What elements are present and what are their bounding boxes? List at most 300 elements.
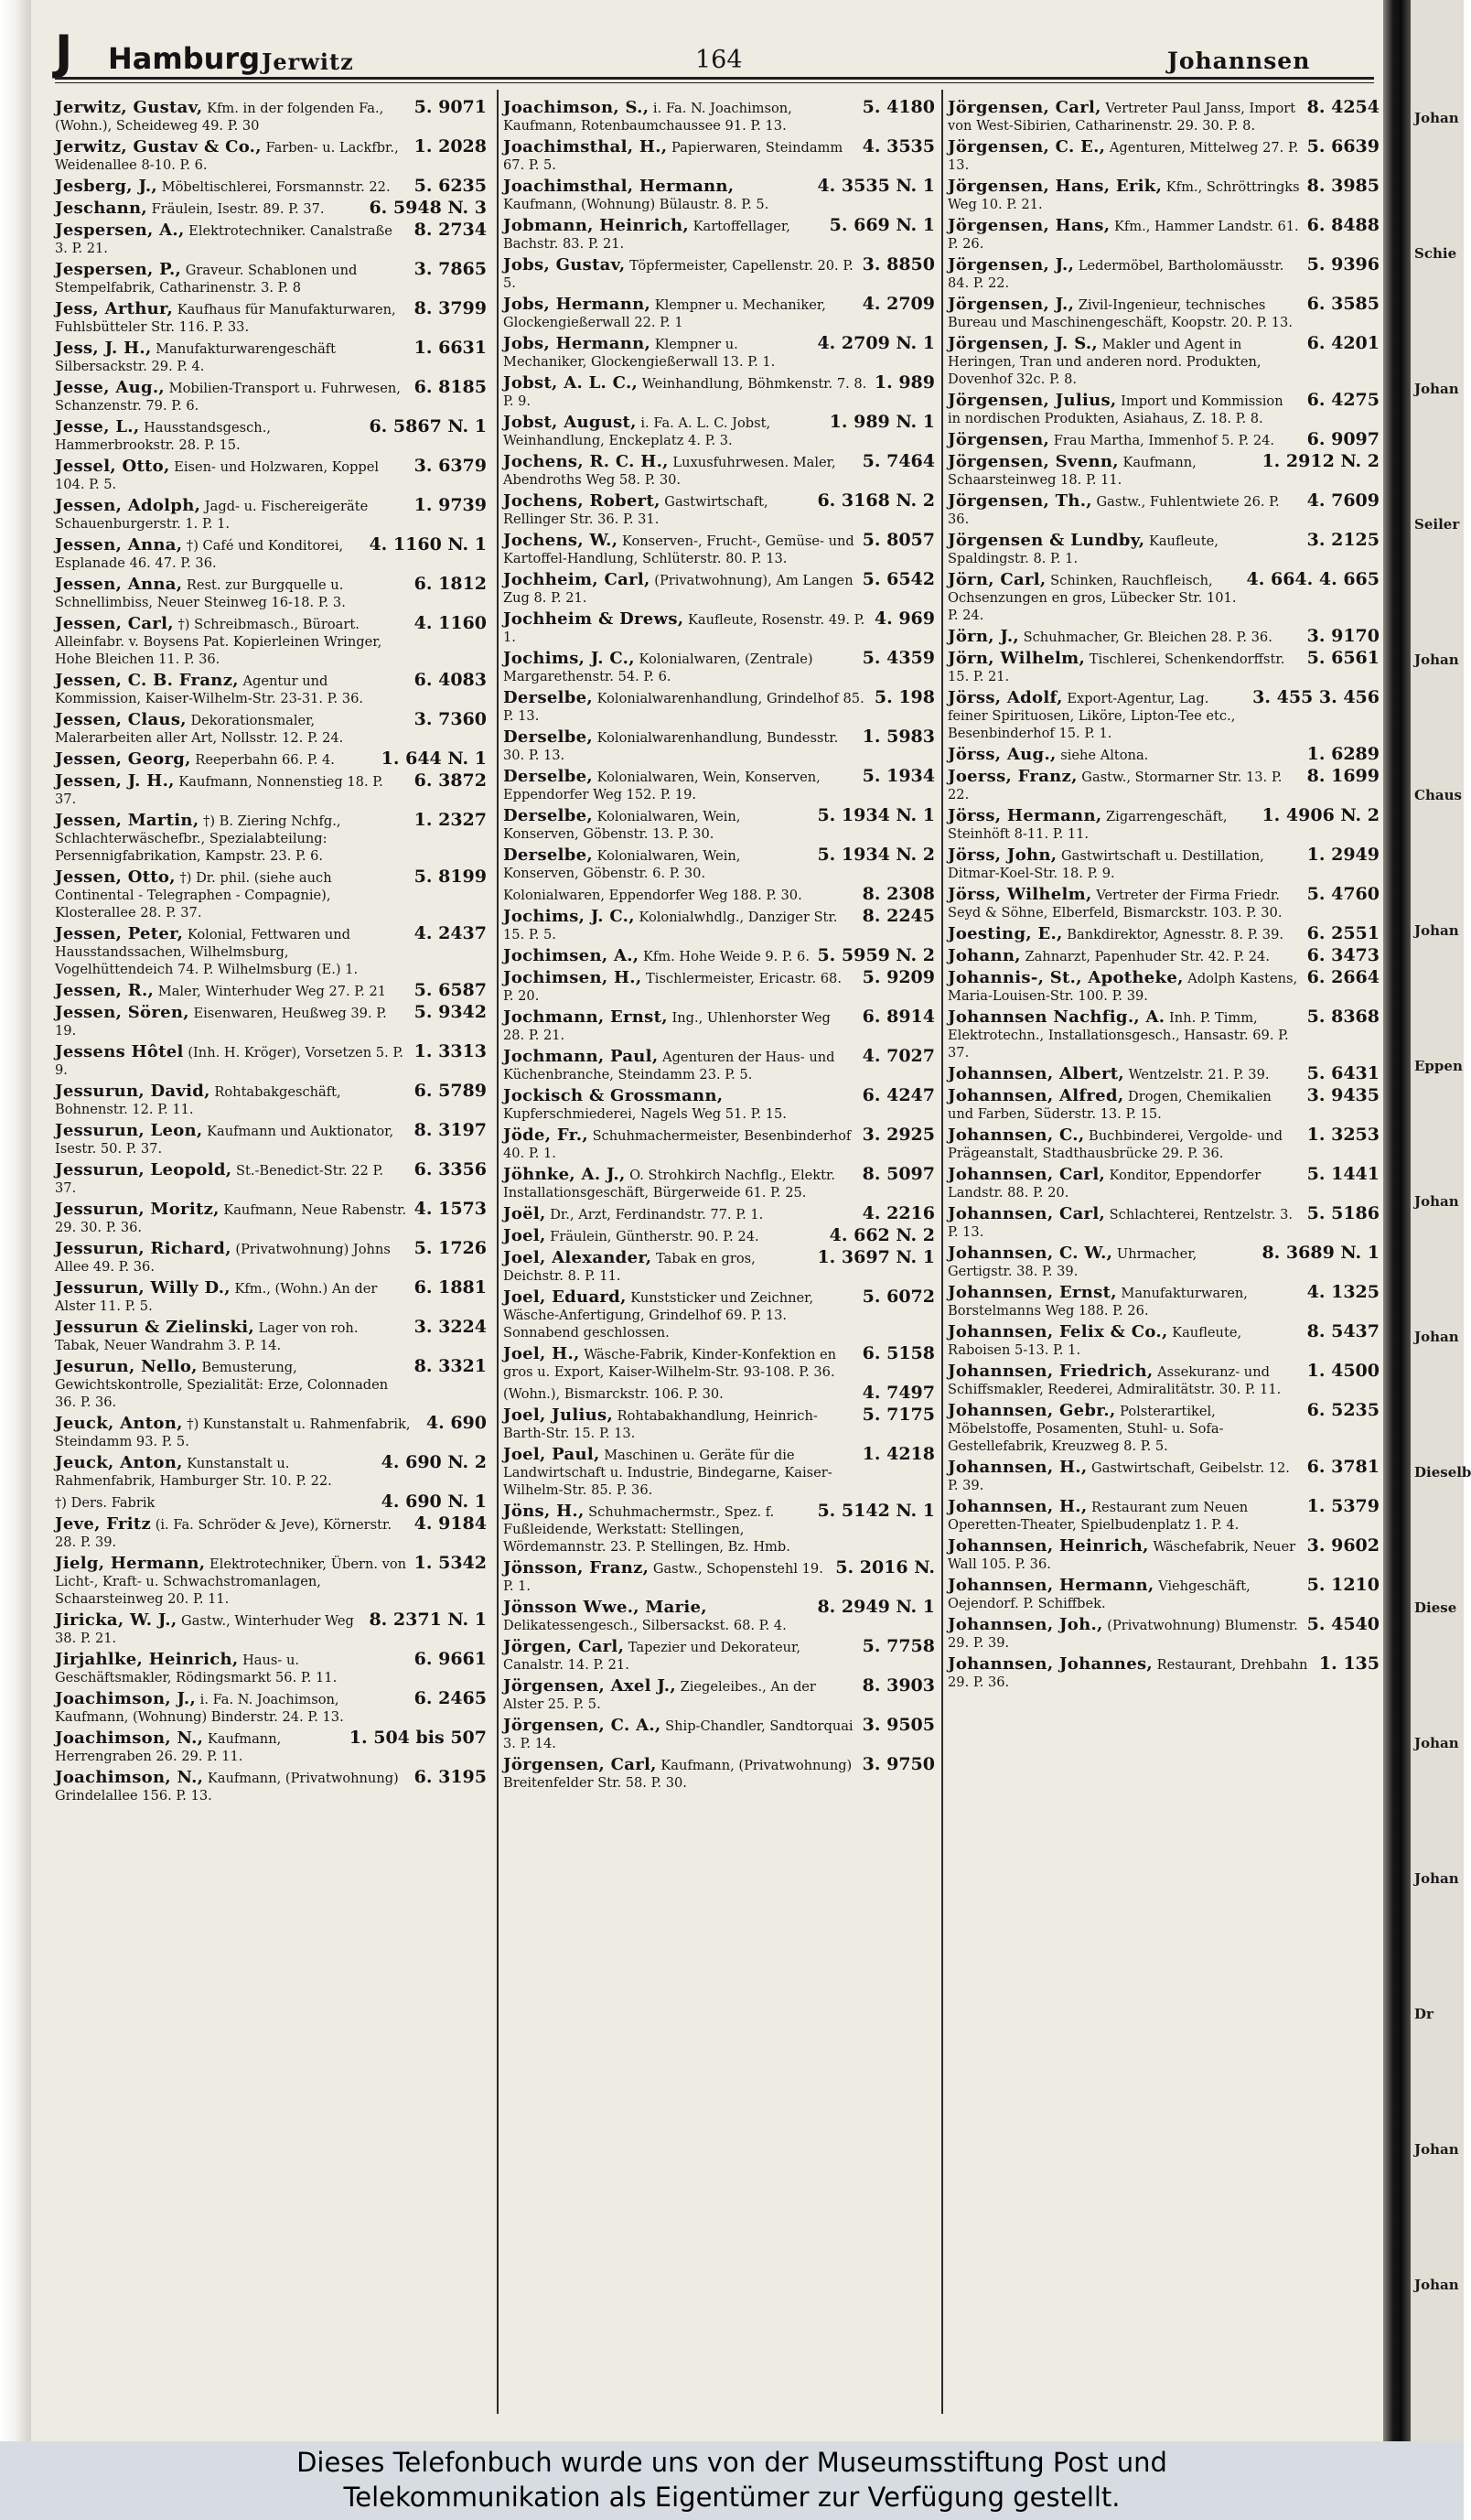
entry-phone-number: 3. 2125	[1306, 530, 1380, 550]
entry-description: Manufakturwarengeschäft	[156, 341, 337, 357]
directory-entry	[503, 908, 935, 943]
entry-text	[503, 1406, 855, 1442]
entry-phone-number: 6. 8488	[1306, 215, 1380, 235]
entry-name: Derselbe,	[503, 845, 593, 865]
entry-phone-number: 5. 9209	[862, 967, 935, 987]
entry-line	[503, 689, 935, 725]
directory-entry	[948, 453, 1380, 489]
entry-text	[948, 296, 1300, 331]
entry-phone-number: 6. 4083	[413, 670, 487, 690]
entry-phone-number: 1. 504 bis 507	[349, 1728, 487, 1748]
entry-name: Johannsen, Heinrich,	[948, 1536, 1149, 1556]
entry-text	[55, 221, 407, 257]
entry-name: Jörgensen, Carl,	[503, 1755, 657, 1774]
entry-name: Jeschann,	[55, 199, 147, 218]
entry-description: Tapezier und Dekorateur, Canalstr. 14. P. 21.	[503, 1640, 801, 1673]
directory-entry	[55, 1555, 487, 1608]
directory-entry	[948, 969, 1380, 1005]
entry-line	[503, 1717, 935, 1752]
entry-line	[503, 1599, 935, 1634]
entry-phone-number: 6. 3872	[413, 770, 487, 791]
entry-text	[503, 1717, 855, 1752]
entry-description: Ziegeleibes., An der Alster 25. P. 5.	[503, 1679, 816, 1712]
entry-text	[948, 1577, 1300, 1612]
entry-name: Derselbe,	[503, 688, 593, 707]
directory-entry	[503, 947, 935, 965]
entry-name: Jörgensen, Julius,	[948, 391, 1117, 410]
directory-entry	[55, 536, 487, 572]
directory-entry	[948, 1126, 1380, 1162]
entry-address: Wringer, Hohe Bleichen 11. P. 36.	[55, 634, 382, 667]
entry-description: Rest. zur Burgquelle u. Schnellimbiss, Neuer Steinweg 16-18. P. 3.	[55, 577, 346, 610]
directory-entry	[503, 1599, 935, 1634]
entry-text	[55, 1611, 361, 1647]
entry-phone-number: 5. 4359	[862, 648, 935, 668]
entry-text	[55, 1240, 407, 1276]
directory-entry	[948, 1616, 1380, 1652]
entry-text	[948, 969, 1300, 1005]
entry-text	[948, 925, 1283, 943]
entry-phone-number: 5. 1210	[1306, 1575, 1380, 1595]
entry-line	[55, 615, 487, 668]
entry-line	[948, 571, 1380, 624]
entry-line	[55, 1729, 487, 1765]
directory-entry	[948, 1087, 1380, 1123]
entry-line	[503, 969, 935, 1005]
entry-description: Viehgeschäft, Oejendorf. P. Schiffbek.	[948, 1578, 1251, 1611]
entry-phone-number: 8. 5097	[862, 1164, 935, 1184]
entry-description: Jagd- u. Fischereigeräte	[204, 499, 369, 514]
entry-phone-number: 4. 1160 N. 1	[369, 534, 487, 555]
entry-phone-number: 5. 5186	[1306, 1203, 1380, 1223]
entry-description: Kolonialwarenhandlung, Bundesstr. 30. P. 13.	[503, 730, 839, 763]
entry-name: Jörgensen, Hans,	[948, 216, 1111, 235]
entry-description: †) Ders. Fabrik	[55, 1495, 156, 1511]
entry-name: Jörgen, Carl,	[503, 1637, 625, 1656]
entry-line	[503, 846, 935, 882]
entry-text	[55, 99, 407, 135]
range-start-word: Jerwitz	[262, 48, 354, 75]
entry-name: Jobst, August,	[503, 413, 637, 432]
entry-name: Jörgensen, Svenn,	[948, 452, 1119, 471]
entry-line	[948, 138, 1380, 174]
directory-entry	[503, 1559, 935, 1595]
entry-text	[503, 374, 867, 410]
entry-description: Luxusfuhrwesen. Maler, Abendroths Weg 58. P. 30.	[503, 455, 836, 488]
next-page-fragment: Chaus	[1414, 787, 1462, 803]
entry-name: Jochens, W.,	[503, 531, 618, 550]
entry-text	[948, 947, 1270, 965]
next-page-edge	[1411, 0, 1471, 2441]
entry-line	[55, 1240, 487, 1276]
entry-description: Kaufmann, Schaarsteinweg 18. P. 11.	[948, 455, 1197, 488]
entry-phone-number: 3. 9170	[1306, 626, 1380, 646]
entry-line	[503, 1227, 935, 1245]
directory-entry	[948, 217, 1380, 253]
entry-name: Jessen, Anna,	[55, 535, 183, 555]
directory-entry	[55, 750, 487, 769]
next-page-fragment: Johan	[1414, 381, 1459, 397]
entry-text	[55, 1319, 407, 1354]
entry-text	[55, 1555, 407, 1608]
entry-description: Kolonial, Fettwaren und Hausstandssachen, Wilhelmsburg, Vogelhüttendeich 74. P. Wilhelmsburg (E.) 1.	[55, 927, 359, 977]
entry-name: Jörgensen, J.,	[948, 295, 1075, 314]
entry-text	[503, 414, 822, 449]
entry-description: Export-Agentur, Lag. feiner Spirituosen, Liköre, Lipton-Tee etc., Besenbinderhof 15. P. 1.	[948, 691, 1236, 741]
entry-name: Jörss, Hermann,	[948, 806, 1102, 825]
entry-line	[503, 908, 935, 943]
entry-address: Fa., (Wohn.), Scheideweg 49. P. 30	[55, 101, 384, 134]
entry-name: Jockisch & Grossmann,	[503, 1086, 724, 1105]
directory-entry	[55, 99, 487, 135]
entry-line	[948, 1166, 1380, 1201]
directory-entry	[948, 99, 1380, 135]
entry-name: Jessurun, David,	[55, 1082, 210, 1101]
entry-phone-number: 3. 9602	[1306, 1535, 1380, 1556]
entry-line	[55, 868, 487, 921]
entry-text	[503, 1384, 724, 1403]
entry-description: Makler und Agent in Heringen, Tran und anderen nord. Produkten, Dovenhof 32c. P. 8.	[948, 337, 1262, 387]
directory-entry	[55, 576, 487, 611]
entry-line	[55, 178, 487, 196]
directory-entry	[503, 1502, 935, 1556]
entry-name: Jessen, J. H.,	[55, 771, 175, 791]
entry-phone-number: 8. 3799	[413, 298, 487, 318]
entry-name: Jörgensen, C. E.,	[948, 137, 1106, 156]
entry-text	[948, 335, 1300, 388]
directory-entry	[948, 392, 1380, 427]
directory-entry	[503, 335, 935, 371]
entry-line	[948, 1065, 1380, 1083]
entry-phone-number: 6. 8914	[862, 1007, 935, 1027]
directory-entry	[948, 1244, 1380, 1280]
entry-line	[503, 414, 935, 449]
entry-line	[948, 296, 1380, 331]
entry-name: Johannsen, Felix & Co.,	[948, 1322, 1168, 1341]
directory-entry	[948, 1008, 1380, 1061]
entry-description: Ledermöbel, Bartholomäusstr. 84. P. 22.	[948, 258, 1284, 291]
entry-text	[55, 750, 335, 769]
entry-name: Jörgensen, J.,	[948, 255, 1075, 275]
entry-description: Tabak en gros, Deichstr. 8. P. 11.	[503, 1251, 756, 1284]
entry-phone-number: 4. 664. 4. 665	[1246, 569, 1380, 589]
entry-name: Joesting, E.,	[948, 924, 1063, 943]
entry-description: Import und Kommission in nordischen Produkten, Asiahaus, Z. 18. P. 8.	[948, 393, 1283, 426]
entry-line	[948, 99, 1380, 135]
directory-entry	[503, 217, 935, 253]
entry-description: Kaufleute, Raboisen 5-13. P. 1.	[948, 1325, 1242, 1358]
entry-text	[55, 925, 407, 978]
entry-name: Jobmann, Heinrich,	[503, 216, 689, 235]
entry-phone-number: 5. 8199	[413, 867, 487, 887]
entry-description: Buchbinderei, Vergolde- und Prägeanstalt, Stadthausbrücke 29. P. 36.	[948, 1128, 1283, 1161]
entry-description: Assekuranz- und Schiffsmakler, Reederei, Admiralitätstr. 30. P. 11.	[948, 1364, 1282, 1397]
entry-text	[948, 178, 1300, 213]
directory-entry	[948, 256, 1380, 292]
directory-entry	[503, 1756, 935, 1792]
entry-phone-number: 5. 7175	[862, 1405, 935, 1425]
directory-entry	[55, 1122, 487, 1158]
directory-entry	[503, 414, 935, 449]
entry-name: Jörn, Wilhelm,	[948, 649, 1086, 668]
next-page-fragment: Johan	[1414, 110, 1459, 126]
entry-name: Jirjahlke, Heinrich,	[55, 1650, 239, 1669]
directory-entry	[503, 296, 935, 331]
entry-phone-number: 6. 2465	[413, 1688, 487, 1708]
entry-name: Jörgensen, Hans, Erik,	[948, 177, 1163, 196]
entry-line	[948, 768, 1380, 803]
entry-name: Jess, J. H.,	[55, 339, 152, 358]
entry-text	[948, 1537, 1300, 1573]
entry-text	[55, 1690, 407, 1726]
entry-line	[55, 982, 487, 1000]
entry-description: Kaufmann, (Wohnung) Bülaustr. 8. P. 5.	[503, 197, 769, 212]
entry-line	[503, 453, 935, 489]
entry-name: Jörss, Wilhelm,	[948, 885, 1092, 904]
entry-line	[503, 1126, 935, 1162]
entry-line	[503, 610, 935, 646]
entry-text	[503, 908, 855, 943]
entry-line	[55, 379, 487, 415]
entry-phone-number: 5. 4760	[1306, 884, 1380, 904]
entry-text	[503, 1048, 855, 1083]
entry-text	[503, 335, 810, 371]
directory-entry	[503, 1008, 935, 1044]
directory-entry	[503, 138, 935, 174]
directory-entry	[503, 1677, 935, 1713]
entry-description: Kaufleute, Spaldingstr. 8. P. 1.	[948, 533, 1219, 566]
directory-entry	[55, 178, 487, 196]
header-rule	[55, 77, 1374, 80]
entry-text	[55, 178, 391, 196]
entry-line	[503, 532, 935, 567]
next-page-fragment: Schie	[1414, 245, 1457, 262]
entry-line	[55, 1415, 487, 1450]
entry-text	[55, 536, 361, 572]
header-rule-thin	[55, 82, 1374, 83]
entry-name: Jochens, R. C. H.,	[503, 452, 669, 471]
entry-text	[55, 711, 407, 747]
entry-text	[503, 1126, 855, 1162]
entry-description: Weinhandlung, Böhmkenstr. 7. 8. P. 9.	[503, 376, 867, 409]
entry-text	[55, 300, 407, 336]
entry-phone-number: 4. 2709 N. 1	[817, 333, 935, 353]
entry-name: Derselbe,	[503, 727, 593, 747]
entry-text	[503, 947, 810, 965]
entry-description: Kaufmann, Herrengraben 26. 29. P. 11.	[55, 1731, 282, 1764]
entry-phone-number: 5. 9342	[413, 1002, 487, 1022]
entry-description: Kaufmann und Auktionator, Isestr. 50. P. 37.	[55, 1124, 394, 1157]
entry-phone-number: 8. 2245	[862, 906, 935, 926]
entry-description: Kfm., Hammer Landstr. 61. P. 26.	[948, 219, 1299, 252]
entry-line	[503, 650, 935, 685]
next-page-fragment: Dieselb	[1414, 1464, 1471, 1481]
entry-name: Derselbe,	[503, 767, 593, 786]
entry-text	[948, 886, 1300, 921]
entry-line	[55, 458, 487, 493]
entry-line	[503, 256, 935, 292]
entry-name: Jobst, A. L. C.,	[503, 373, 639, 393]
entry-description: Zahnarzt, Papenhuder Str. 42. P. 24.	[1025, 949, 1270, 964]
entry-description: Schlachterei, Rentzelstr. 3. P. 13.	[948, 1207, 1294, 1240]
entry-name: Jörgensen, Th.,	[948, 491, 1092, 511]
entry-description: Kaufmann, (Privatwohnung) Grindelallee 156. P. 13.	[55, 1771, 399, 1804]
entry-name: Jiricka, W. J.,	[55, 1610, 177, 1630]
entry-line	[948, 1284, 1380, 1319]
directory-entry	[948, 138, 1380, 174]
entry-line	[55, 1611, 487, 1647]
entry-description: i. Fa. A. L. C. Jobst, Weinhandlung, Enckeplatz 4. P. 3.	[503, 415, 771, 448]
entry-name: Joel, Julius,	[503, 1405, 614, 1425]
entry-phone-number: 5. 1441	[1306, 1164, 1380, 1184]
entry-name: Jörgensen, C. A.,	[503, 1716, 661, 1735]
directory-entry	[503, 256, 935, 292]
entry-phone-number: 5. 7758	[862, 1636, 935, 1656]
entry-text	[503, 1288, 855, 1341]
entry-phone-number: 5. 1934 N. 1	[817, 805, 935, 825]
entry-phone-number: 5. 198	[874, 687, 935, 707]
entry-description: Kolonialwaren, Wein, Konserven, Eppendorfer Weg 152. P. 19.	[503, 770, 821, 802]
entry-phone-number: 5. 9396	[1306, 254, 1380, 275]
entry-description: Gastwirtschaft, Rellinger Str. 36. P. 31.	[503, 494, 768, 527]
entry-description: Restaurant zum Neuen Operetten-Theater, Spielbudenplatz 1. P. 4.	[948, 1500, 1249, 1533]
entry-text	[503, 532, 855, 567]
entry-line	[503, 217, 935, 253]
entry-description: Agenturen der Haus- und Küchenbranche, Steindamm 23. P. 5.	[503, 1050, 835, 1082]
directory-entry	[503, 453, 935, 489]
entry-text	[503, 1008, 855, 1044]
entry-description: Kaufmann, Nonnenstieg 18. P. 37.	[55, 774, 383, 807]
entry-description: Schuhmachermeister, Besenbinderhof 40. P. 1.	[503, 1128, 852, 1161]
entry-name: Jörgensen, Carl,	[948, 98, 1101, 117]
entry-phone-number: 5. 6542	[862, 569, 935, 589]
directory-entry	[503, 1345, 935, 1381]
entry-name: Jeuck, Anton,	[55, 1453, 183, 1472]
entry-text	[948, 1284, 1300, 1319]
directory-entry	[948, 1459, 1380, 1494]
entry-line	[55, 99, 487, 135]
entry-phone-number: 5. 6639	[1306, 136, 1380, 156]
entry-name: Jeve, Fritz	[55, 1514, 152, 1534]
directory-entry	[503, 1166, 935, 1201]
entry-description: Dr., Arzt, Ferdinandstr. 77. P. 1.	[550, 1207, 764, 1222]
entry-description: Bemusterung, Gewichtskontrolle, Spezialität: Erze, Colonnaden 36. P. 36.	[55, 1360, 389, 1410]
entry-name: Jessen, Adolph,	[55, 496, 201, 515]
entry-phone-number: 4. 662 N. 2	[829, 1225, 935, 1245]
directory-entry	[503, 532, 935, 567]
entry-text	[948, 492, 1300, 528]
directory-entry	[503, 1087, 935, 1123]
entry-line	[503, 1288, 935, 1341]
entry-description: Kolonialwaren, Wein, Konserven, Göbenstr. 6. P. 30.	[503, 848, 741, 881]
entry-description: Töpfermeister, Capellenstr. 20. P. 5.	[503, 258, 854, 291]
entry-name: Jesse, Aug.,	[55, 378, 165, 397]
directory-entry	[55, 868, 487, 921]
entry-line	[55, 1769, 487, 1804]
entry-text	[55, 379, 407, 415]
listing-column-3	[948, 99, 1380, 2423]
entry-name: Jessen, R.,	[55, 981, 155, 1000]
entry-phone-number: 1. 5983	[862, 727, 935, 747]
entry-line	[948, 178, 1380, 213]
entry-phone-number: 6. 5158	[862, 1343, 935, 1363]
entry-name: Jochheim, Carl,	[503, 570, 650, 589]
entry-phone-number: 4. 9184	[413, 1513, 487, 1534]
entry-name: Joel, Alexander,	[503, 1248, 652, 1267]
entry-phone-number: 6. 1881	[413, 1277, 487, 1298]
entry-line	[948, 335, 1380, 388]
listing-column-1	[55, 99, 487, 2423]
entry-line	[503, 1205, 935, 1223]
entry-line	[948, 1008, 1380, 1061]
footer-text-line-2: Telekommunikation als Eigentümer zur Verfügung gestellt.	[343, 2482, 1121, 2513]
entry-name: Jessen, Georg,	[55, 749, 191, 769]
directory-entry	[55, 1201, 487, 1236]
entry-name: Joel, Paul,	[503, 1445, 600, 1464]
entry-phone-number: 6. 3195	[413, 1767, 487, 1787]
next-page-fragment: Johan	[1414, 2141, 1459, 2158]
entry-description: Uhrmacher, Gertigstr. 38. P. 39.	[948, 1246, 1197, 1279]
entry-phone-number: 3. 6379	[413, 456, 487, 476]
entry-description: Tischlerei, Schenkendorffstr. 15. P. 21.	[948, 652, 1285, 684]
entry-text	[948, 1205, 1300, 1241]
directory-entry	[503, 1048, 935, 1083]
entry-phone-number: 5. 4540	[1306, 1614, 1380, 1634]
entry-line	[55, 1279, 487, 1315]
entry-name: Johannsen, Carl,	[948, 1204, 1106, 1223]
entry-description: Mobilien-Transport u. Fuhrwesen, Schanzenstr. 79. P. 6.	[55, 381, 401, 414]
entry-phone-number: 4. 2437	[413, 923, 487, 943]
directory-entry	[55, 1319, 487, 1354]
entry-phone-number: 1. 644 N. 1	[381, 748, 487, 769]
entry-description: †) Dr. phil. (siehe auch Continental - Telegraphen - Compagnie), Klosterallee 28. P. 37.	[55, 870, 332, 921]
page-header	[55, 26, 1372, 90]
directory-entry	[55, 812, 487, 865]
entry-line	[503, 768, 935, 803]
entry-line	[55, 138, 487, 174]
entry-name: Johannsen, C.,	[948, 1125, 1085, 1145]
entry-description: Kartoffellager, Bachstr. 83. P. 21.	[503, 219, 790, 252]
entry-description: Vertreter der Firma Friedr. Seyd & Söhne, Elberfeld, Bismarckstr. 103. P. 30.	[948, 888, 1283, 921]
entry-phone-number: 6. 3473	[1306, 945, 1380, 965]
entry-name: Jönsson Wwe., Marie,	[503, 1598, 707, 1617]
entry-name: Jobs, Gustav,	[503, 255, 626, 275]
entry-phone-number: 6. 3356	[413, 1159, 487, 1179]
entry-name: Jesurun, Nello,	[55, 1357, 198, 1376]
entry-description: Gastw., Fuhlentwiete 26. P. 36.	[948, 494, 1280, 527]
entry-name: Jessen, Carl,	[55, 614, 174, 633]
entry-line	[948, 807, 1380, 843]
section-letter: J	[55, 26, 73, 81]
directory-entry	[948, 1284, 1380, 1319]
entry-description: †) B. Ziering Nchfg., Schlachterwäschefbr., Spezialabteilung: Persennigfabrikation, Kampstr. 23. P. 6.	[55, 813, 341, 864]
entry-line	[948, 1362, 1380, 1398]
entry-address: Weidenallee 8-10. P. 6.	[55, 157, 208, 173]
entry-phone-number: 1. 135	[1318, 1653, 1380, 1674]
entry-text	[55, 138, 407, 174]
entry-description: St.-Benedict-Str. 22 P. 37.	[55, 1163, 383, 1196]
entry-phone-number: 1. 2028	[413, 136, 487, 156]
next-page-fragment: Johan	[1414, 652, 1459, 668]
entry-description: Konserven-, Frucht-, Gemüse- und Kartoffel-Handlung, Schlüterstr. 80. P. 13.	[503, 533, 854, 566]
entry-description: Kfm. Hohe Weide 9. P. 6.	[643, 949, 810, 964]
entry-name: Joachimsthal, Hermann,	[503, 177, 735, 196]
directory-entry	[948, 807, 1380, 843]
entry-phone-number: 8. 2949 N. 1	[817, 1597, 935, 1617]
entry-text	[55, 1454, 374, 1490]
entry-text	[55, 339, 407, 375]
entry-text	[55, 1279, 407, 1315]
